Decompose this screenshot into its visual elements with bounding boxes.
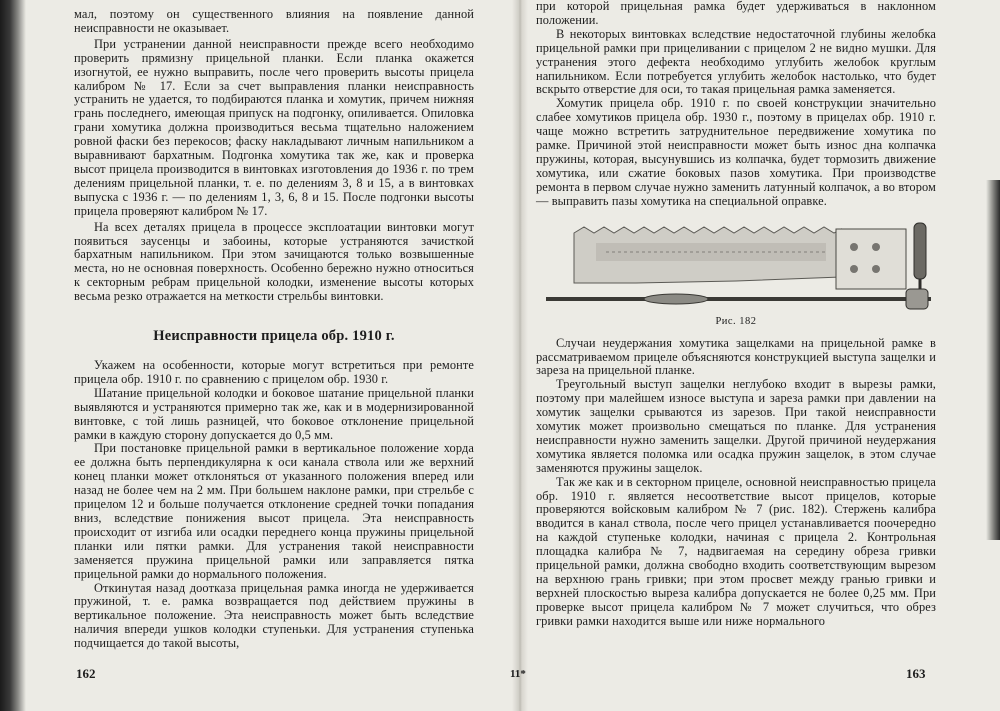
- page-number-left: 162: [76, 666, 96, 681]
- left-binding-shadow: [0, 0, 26, 711]
- paragraph: Хомутик прицела обр. 1910 г. по своей конструкции значительно слабее хомутиков прицела обр. 1930 г., поэтому в прицелах обр. 1910 г. чаще можно встретить затруднительное передвижение хомутика по рамке. Причиной этой неисправности может быть износ дна колпачка пружины, которая, высунувшись из колпачка, будет тормозить движение хомутика, или сжатие боковых пазов хомутика. При производстве ремонта в первом случае нужно заменить латунный колпачок, а во втором — выправить пазы хомутика на специальной оправке.: [536, 96, 936, 208]
- paragraph: при которой прицельная рамка будет удерживаться в наклонном положении.: [536, 0, 936, 27]
- paragraph: Так же как и в секторном прицеле, основной неисправностью прицела обр. 1910 г. является несоответствие высот прицелов, которые проверяются войсковым калибром № 7 (рис. 182). Стержень калибра вводится в канал ствола, после чего прицел устанавливается поочередно на каждой ступеньке колодки, начиная с прицела 2. Контрольная площадка калибра № 7, надвигаемая на середину обреза гривки прицельной рамки, должна свободно входить соответствующим вырезом на верхнюю грань гривки; при этом просвет между гранью гривки и верхней плоскостью выреза калибра допускается не более 0,25 мм. При проверке высот прицела калибром № 7 может случиться, что обрез гривки рамки находится выше или ниже нормального: [536, 474, 936, 628]
- paragraph: Треугольный выступ защелки неглубоко входит в вырезы рамки, поэтому при малейшем износе выступа и зареза рамки при давлении на хомутик защелки срываются из зарезов. При такой неисправности хомутик может произвольно смещаться по планке. Для устранения неисправности нужно заменить защелки. Другой причиной неудержания хомутика является поломка или осадка пружин защелок, в этом случае заменяются пружины защелок.: [536, 377, 936, 475]
- signature-mark: 11*: [510, 668, 526, 680]
- gauge-drawing: [536, 219, 936, 314]
- paragraph: При постановке прицельной рамки в вертикальное положение хорда ее должна быть перпендикулярна к оси канала ствола или же верхний конец планки может отклоняться от указанного положения вперед или назад не более чем на 2 мм. При большем наклоне рамки, при стрельбе с прицелом 12 и больше получается отклонение средней точки попадания вниз, вследствие понижения высот прицела. Эта неисправность происходит от изгиба или осадки переднего конца пружины прицельной планки или пятки рамки. Для устранения такой неисправности заменяется пружина прицельной рамки или заправляется пятка прицельной рамки до нормального положения.: [74, 441, 474, 581]
- paragraph: Шатание прицельной колодки и боковое шатание прицельной планки выявляются и устраняются примерно так же, как и в модернизированной винтовке, с той лишь разницей, что боковое отклонение прицельной рамки в каждую сторону допускается до 0,5 мм.: [74, 385, 474, 442]
- left-page: [74, 0, 474, 651]
- page-number-right: 163: [906, 666, 926, 681]
- figure-caption: Рис. 182: [715, 315, 757, 327]
- paragraph: Укажем на особенности, которые могут встретиться при ремонте прицела обр. 1910 г. по сравнению с прицелом обр. 1930 г.: [74, 358, 474, 386]
- paragraph: Откинутая назад доотказа прицельная рамка иногда не удерживается пружиной, т. е. рамка возвращается под действием пружины в вертикальное положение. Эта неисправность может быть вследствие наличия впереди ушков колодки ступеньки. Для устранения ступенька подчищается до такой высоты,: [74, 580, 474, 651]
- right-edge-shadow: [986, 180, 1000, 540]
- paragraph: При устранении данной неисправности прежде всего необходимо проверить прямизну прицельной планки. Если планка окажется изогнутой, ее нужно выправить, после чего проверить высоты прицела калибром № 17. Если за счет выправления планки неисправность устранить не удается, то подбираются планка и хомутик, причем нижняя грань последнего, имеющая припуск на подгонку, опиливается. Опиловка грани хомутика должна производиться весьма тщательно наложением ровной фаски без перекосов; фаску накладывают личным напильником а выравнивают бархатным. Подгонка хомутика так же, как и проверка высот прицела производится в винтовках изготовления до 1936 г. по трем делениям прицельной планки, т. е. по делениям 3, 8 и 15, а в винтовках выпуска с 1936 г. — по делениям 1, 3, 6, 8 и 15. После подгонки высоты прицела проверяют калибром № 17.: [74, 36, 474, 218]
- center-fold: [512, 0, 528, 711]
- paragraph: В некоторых винтовках вследствие недостаточной глубины желобка прицельной рамки при прицеливании с прицелом 2 не видно мушки. Для устранения этого дефекта необходимо углубить желобок круглым напильником. Если потребуется углубить желобок настолько, что будет вскрыто отверстие для оси, то такая прицельная рамка заменяется.: [536, 26, 936, 97]
- right-page: [536, 0, 936, 629]
- section-heading: Неисправности прицела обр. 1910 г.: [153, 328, 395, 345]
- figure-gauge-illustration: [536, 219, 936, 314]
- paragraph: мал, поэтому он существенного влияния на появление данной неисправности не оказывает.: [74, 7, 474, 35]
- paragraph: На всех деталях прицела в процессе эксплоатации винтовки могут появиться заусенцы и забоины, которые устраняются зачисткой бархатным напильником. При этом зачищаются только возвышенные места, но не основная поверхность. Особенно бережно нужно относиться к секторным ребрам прицельной колодки, изменение высоты которых весьма резко отражается на меткости стрельбы винтовки.: [74, 219, 474, 304]
- paragraph: Случаи неудержания хомутика защелками на прицельной рамке в рассматриваемом прицеле объясняются конструкцией выступа защелки и зареза на прицельной планке.: [536, 335, 936, 378]
